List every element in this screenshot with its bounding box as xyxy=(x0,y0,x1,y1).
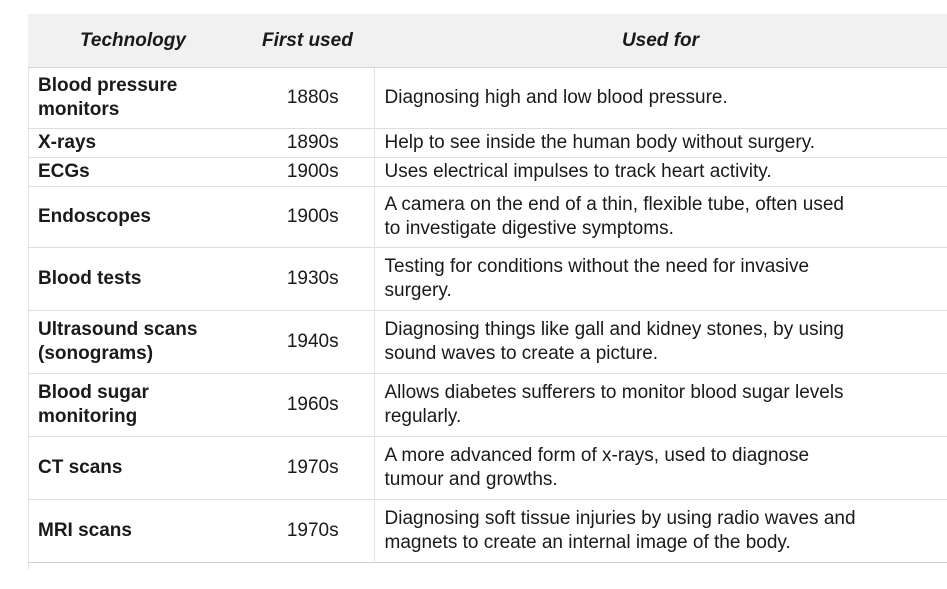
used-for-line: surgery. xyxy=(384,280,452,301)
medical-technology-table xyxy=(28,14,947,563)
technology-line: (sonograms) xyxy=(38,343,154,364)
medical-technology-table-container xyxy=(28,14,947,563)
technology-line: monitoring xyxy=(38,406,138,427)
cell-technology xyxy=(28,129,248,158)
technology-line: Blood pressure xyxy=(38,75,178,96)
technology-line: monitors xyxy=(38,99,120,120)
technology-line: ECGs xyxy=(38,161,90,182)
cell-technology xyxy=(28,248,248,311)
cell-technology xyxy=(28,68,248,129)
technology-line: MRI scans xyxy=(38,520,132,541)
cell-used-for xyxy=(374,68,947,129)
cell-first-used: 1970s xyxy=(248,437,374,500)
table-row xyxy=(28,68,947,129)
cell-technology xyxy=(28,500,248,563)
cell-used-for xyxy=(374,311,947,374)
table-body xyxy=(28,68,947,563)
cell-first-used: 1940s xyxy=(248,311,374,374)
table-row xyxy=(28,374,947,437)
used-for-line: Diagnosing soft tissue injuries by using radio waves and xyxy=(384,508,856,529)
technology-line: CT scans xyxy=(38,457,123,478)
used-for-line: A camera on the end of a thin, flexible tube, often used xyxy=(384,194,844,215)
technology-line: Endoscopes xyxy=(38,206,151,227)
cell-first-used: 1970s xyxy=(248,500,374,563)
cell-used-for xyxy=(374,500,947,563)
cell-first-used: 1900s xyxy=(248,158,374,187)
cell-first-used: 1890s xyxy=(248,129,374,158)
used-for-line: Testing for conditions without the need for invasive xyxy=(384,256,810,277)
technology-line: Blood tests xyxy=(38,268,142,289)
cell-technology xyxy=(28,311,248,374)
used-for-line: Allows diabetes sufferers to monitor blood sugar levels xyxy=(384,382,844,403)
used-for-line: sound waves to create a picture. xyxy=(384,343,659,364)
cell-used-for xyxy=(374,129,947,158)
cell-first-used: 1880s xyxy=(248,68,374,129)
table-row xyxy=(28,437,947,500)
cell-technology xyxy=(28,158,248,187)
used-for-line: to investigate digestive symptoms. xyxy=(384,218,674,239)
table-row xyxy=(28,187,947,248)
technology-line: Blood sugar xyxy=(38,382,149,403)
cell-technology xyxy=(28,437,248,500)
header-first-used: First used xyxy=(248,14,374,68)
table-header xyxy=(28,14,947,68)
table-row xyxy=(28,158,947,187)
used-for-line: Diagnosing high and low blood pressure. xyxy=(384,87,728,108)
table-row xyxy=(28,129,947,158)
cell-used-for xyxy=(374,248,947,311)
table-row xyxy=(28,500,947,563)
cell-first-used: 1930s xyxy=(248,248,374,311)
used-for-line: Help to see inside the human body without surgery. xyxy=(384,132,816,153)
cell-technology xyxy=(28,374,248,437)
cell-first-used: 1960s xyxy=(248,374,374,437)
used-for-line: A more advanced form of x-rays, used to diagnose xyxy=(384,445,810,466)
used-for-line: Uses electrical impulses to track heart activity. xyxy=(384,161,772,182)
cell-first-used: 1900s xyxy=(248,187,374,248)
used-for-line: regularly. xyxy=(384,406,462,427)
cell-used-for xyxy=(374,437,947,500)
used-for-line: magnets to create an internal image of the body. xyxy=(384,532,791,553)
header-technology: Technology xyxy=(28,14,248,68)
table-row xyxy=(28,311,947,374)
header-row xyxy=(28,14,947,68)
technology-line: X-rays xyxy=(38,132,97,153)
cell-technology xyxy=(28,187,248,248)
header-used-for: Used for xyxy=(374,14,947,68)
cell-used-for xyxy=(374,187,947,248)
cell-used-for xyxy=(374,158,947,187)
used-for-line: Diagnosing things like gall and kidney stones, by using xyxy=(384,319,844,340)
cell-used-for xyxy=(374,374,947,437)
technology-line: Ultrasound scans xyxy=(38,319,198,340)
used-for-line: tumour and growths. xyxy=(384,469,558,490)
table-row xyxy=(28,248,947,311)
